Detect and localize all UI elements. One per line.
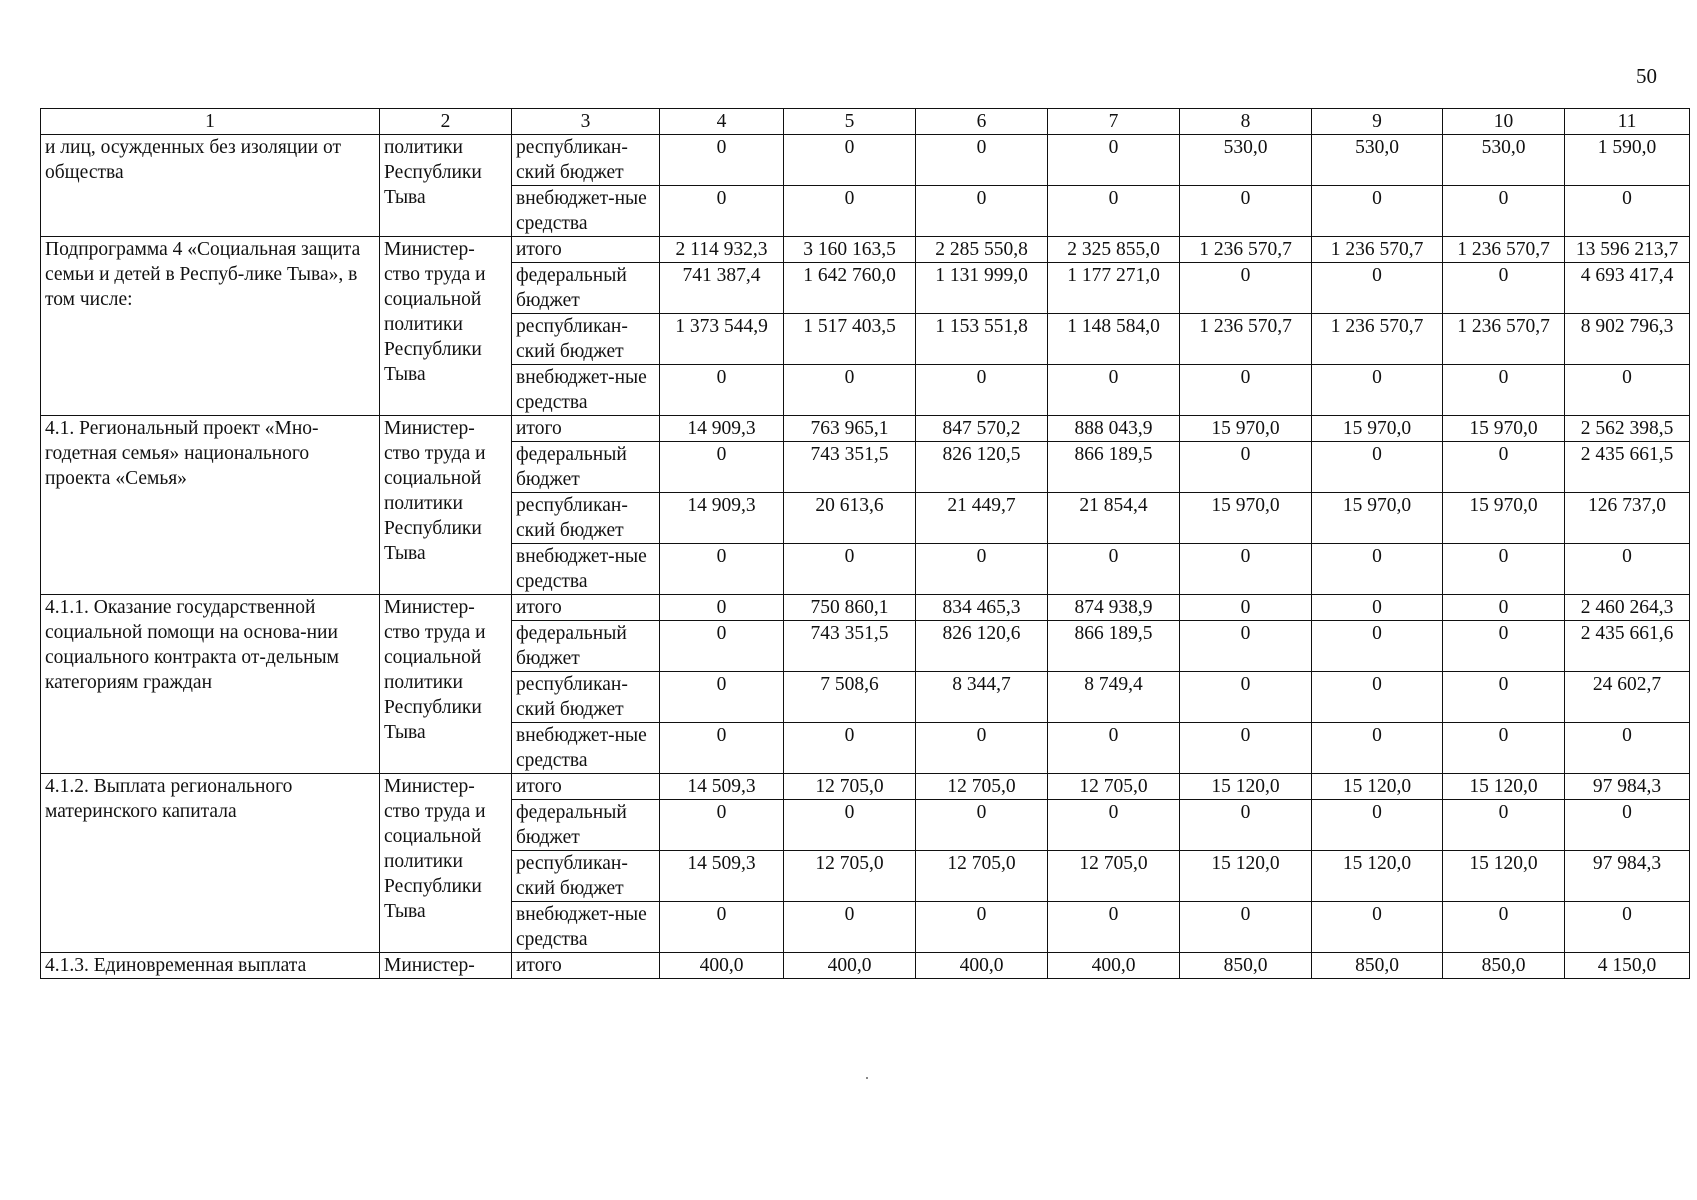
value-cell: 2 114 932,3 (660, 237, 784, 263)
executor-cell: Министер- (380, 953, 512, 979)
value-cell: 0 (1048, 723, 1180, 774)
funding-source-cell: республикан-ский бюджет (512, 314, 660, 365)
column-header: 6 (916, 109, 1048, 135)
value-cell: 0 (1048, 186, 1180, 237)
value-cell: 0 (1443, 800, 1565, 851)
value-cell: 0 (660, 442, 784, 493)
value-cell: 0 (1312, 186, 1443, 237)
value-cell: 12 705,0 (916, 851, 1048, 902)
funding-source-cell: федеральный бюджет (512, 621, 660, 672)
funding-source-cell: внебюджет-ные средства (512, 544, 660, 595)
value-cell: 743 351,5 (784, 621, 916, 672)
value-cell: 0 (660, 365, 784, 416)
value-cell: 530,0 (1180, 135, 1312, 186)
value-cell: 0 (784, 723, 916, 774)
funding-source-cell: внебюджет-ные средства (512, 186, 660, 237)
value-cell: 400,0 (916, 953, 1048, 979)
executor-cell: Министер-ство труда и социальной политики Республики Тыва (380, 595, 512, 774)
value-cell: 400,0 (660, 953, 784, 979)
value-cell: 15 970,0 (1443, 416, 1565, 442)
value-cell: 1 642 760,0 (784, 263, 916, 314)
value-cell: 0 (1180, 902, 1312, 953)
value-cell: 0 (660, 544, 784, 595)
value-cell: 0 (1180, 442, 1312, 493)
value-cell: 7 508,6 (784, 672, 916, 723)
value-cell: 2 285 550,8 (916, 237, 1048, 263)
value-cell: 0 (1443, 365, 1565, 416)
column-header: 4 (660, 109, 784, 135)
value-cell: 1 131 999,0 (916, 263, 1048, 314)
value-cell: 0 (916, 186, 1048, 237)
value-cell: 0 (916, 800, 1048, 851)
value-cell: 826 120,5 (916, 442, 1048, 493)
value-cell: 12 705,0 (1048, 774, 1180, 800)
funding-source-cell: федеральный бюджет (512, 263, 660, 314)
page-number: 50 (1636, 64, 1657, 88)
value-cell: 0 (916, 544, 1048, 595)
table-row (41, 595, 1690, 621)
value-cell: 1 236 570,7 (1180, 314, 1312, 365)
value-cell: 4 150,0 (1565, 953, 1690, 979)
value-cell: 0 (1312, 672, 1443, 723)
value-cell: 1 236 570,7 (1180, 237, 1312, 263)
funding-source-cell: федеральный бюджет (512, 442, 660, 493)
funding-source-cell: республикан-ский бюджет (512, 672, 660, 723)
value-cell: 0 (1180, 186, 1312, 237)
value-cell: 530,0 (1443, 135, 1565, 186)
value-cell: 866 189,5 (1048, 442, 1180, 493)
value-cell: 750 860,1 (784, 595, 916, 621)
value-cell: 0 (1312, 723, 1443, 774)
table-row (41, 135, 1690, 186)
value-cell: 15 120,0 (1312, 851, 1443, 902)
value-cell: 15 120,0 (1180, 774, 1312, 800)
value-cell: 763 965,1 (784, 416, 916, 442)
value-cell: 21 449,7 (916, 493, 1048, 544)
value-cell: 0 (784, 135, 916, 186)
value-cell: 1 373 544,9 (660, 314, 784, 365)
value-cell: 0 (1443, 442, 1565, 493)
value-cell: 15 970,0 (1180, 416, 1312, 442)
table-row (41, 416, 1690, 442)
executor-cell: Министер-ство труда и социальной политики Республики Тыва (380, 237, 512, 416)
value-cell: 834 465,3 (916, 595, 1048, 621)
value-cell: 0 (1443, 595, 1565, 621)
value-cell: 0 (1565, 365, 1690, 416)
value-cell: 1 236 570,7 (1312, 314, 1443, 365)
value-cell: 1 177 271,0 (1048, 263, 1180, 314)
funding-source-cell: республикан-ский бюджет (512, 135, 660, 186)
value-cell: 14 509,3 (660, 774, 784, 800)
value-cell: 0 (1443, 672, 1565, 723)
value-cell: 0 (660, 135, 784, 186)
value-cell: 0 (784, 902, 916, 953)
value-cell: 0 (1312, 442, 1443, 493)
value-cell: 0 (916, 902, 1048, 953)
value-cell: 126 737,0 (1565, 493, 1690, 544)
value-cell: 0 (1312, 902, 1443, 953)
value-cell: 12 705,0 (784, 851, 916, 902)
value-cell: 15 120,0 (1443, 851, 1565, 902)
item-name-cell: Подпрограмма 4 «Социальная защита семьи и детей в Респуб-лике Тыва», в том числе: (41, 237, 380, 416)
value-cell: 0 (1312, 365, 1443, 416)
value-cell: 0 (784, 800, 916, 851)
value-cell: 21 854,4 (1048, 493, 1180, 544)
value-cell: 15 970,0 (1312, 493, 1443, 544)
value-cell: 0 (1312, 621, 1443, 672)
value-cell: 0 (1048, 800, 1180, 851)
value-cell: 0 (660, 672, 784, 723)
value-cell: 0 (1565, 544, 1690, 595)
value-cell: 0 (1180, 621, 1312, 672)
value-cell: 1 236 570,7 (1312, 237, 1443, 263)
value-cell: 0 (784, 365, 916, 416)
table-row (41, 953, 1690, 979)
value-cell: 0 (1180, 800, 1312, 851)
value-cell: 15 120,0 (1443, 774, 1565, 800)
value-cell: 400,0 (1048, 953, 1180, 979)
value-cell: 0 (1565, 800, 1690, 851)
value-cell: 850,0 (1312, 953, 1443, 979)
value-cell: 0 (1443, 621, 1565, 672)
header-row (41, 109, 1690, 135)
value-cell: 0 (1048, 135, 1180, 186)
value-cell: 97 984,3 (1565, 774, 1690, 800)
value-cell: 0 (660, 186, 784, 237)
value-cell: 2 562 398,5 (1565, 416, 1690, 442)
value-cell: 0 (1443, 263, 1565, 314)
funding-source-cell: итого (512, 774, 660, 800)
value-cell: 0 (660, 723, 784, 774)
item-name-cell: 4.1. Региональный проект «Мно-годетная семья» национального проекта «Семья» (41, 416, 380, 595)
value-cell: 15 120,0 (1312, 774, 1443, 800)
value-cell: 14 909,3 (660, 493, 784, 544)
value-cell: 1 236 570,7 (1443, 237, 1565, 263)
value-cell: 0 (1048, 902, 1180, 953)
value-cell: 1 517 403,5 (784, 314, 916, 365)
value-cell: 0 (1312, 595, 1443, 621)
value-cell: 14 509,3 (660, 851, 784, 902)
value-cell: 2 435 661,5 (1565, 442, 1690, 493)
funding-source-cell: республикан-ский бюджет (512, 851, 660, 902)
value-cell: 0 (1312, 800, 1443, 851)
value-cell: 8 902 796,3 (1565, 314, 1690, 365)
funding-source-cell: итого (512, 953, 660, 979)
value-cell: 1 148 584,0 (1048, 314, 1180, 365)
value-cell: 12 705,0 (1048, 851, 1180, 902)
value-cell: 888 043,9 (1048, 416, 1180, 442)
value-cell: 1 236 570,7 (1443, 314, 1565, 365)
value-cell: 866 189,5 (1048, 621, 1180, 672)
value-cell: 0 (660, 800, 784, 851)
column-header: 11 (1565, 109, 1690, 135)
column-header: 10 (1443, 109, 1565, 135)
value-cell: 2 325 855,0 (1048, 237, 1180, 263)
value-cell: 0 (1565, 723, 1690, 774)
item-name-cell: 4.1.2. Выплата регионального материнского капитала (41, 774, 380, 953)
value-cell: 97 984,3 (1565, 851, 1690, 902)
value-cell: 850,0 (1443, 953, 1565, 979)
value-cell: 0 (1565, 186, 1690, 237)
value-cell: 0 (1312, 263, 1443, 314)
budget-table (40, 108, 1690, 979)
item-name-cell: 4.1.3. Единовременная выплата (41, 953, 380, 979)
value-cell: 0 (784, 544, 916, 595)
value-cell: 0 (1443, 723, 1565, 774)
executor-cell: политики Республики Тыва (380, 135, 512, 237)
value-cell: 0 (660, 902, 784, 953)
value-cell: 0 (916, 135, 1048, 186)
value-cell: 0 (1443, 544, 1565, 595)
value-cell: 8 344,7 (916, 672, 1048, 723)
value-cell: 4 693 417,4 (1565, 263, 1690, 314)
item-name-cell: и лиц, осужденных без изоляции от общества (41, 135, 380, 237)
funding-source-cell: внебюджет-ные средства (512, 723, 660, 774)
value-cell: 847 570,2 (916, 416, 1048, 442)
value-cell: 0 (1180, 365, 1312, 416)
funding-source-cell: внебюджет-ные средства (512, 365, 660, 416)
funding-source-cell: итого (512, 416, 660, 442)
value-cell: 0 (784, 186, 916, 237)
funding-source-cell: федеральный бюджет (512, 800, 660, 851)
column-header: 9 (1312, 109, 1443, 135)
value-cell: 0 (1565, 902, 1690, 953)
value-cell: 530,0 (1312, 135, 1443, 186)
value-cell: 0 (660, 595, 784, 621)
funding-source-cell: внебюджет-ные средства (512, 902, 660, 953)
value-cell: 0 (1048, 544, 1180, 595)
table-row (41, 774, 1690, 800)
value-cell: 741 387,4 (660, 263, 784, 314)
value-cell: 13 596 213,7 (1565, 237, 1690, 263)
value-cell: 0 (1180, 544, 1312, 595)
value-cell: 20 613,6 (784, 493, 916, 544)
value-cell: 2 435 661,6 (1565, 621, 1690, 672)
value-cell: 14 909,3 (660, 416, 784, 442)
value-cell: 0 (1180, 723, 1312, 774)
value-cell: 15 970,0 (1443, 493, 1565, 544)
column-header: 8 (1180, 109, 1312, 135)
column-header: 2 (380, 109, 512, 135)
table-row (41, 237, 1690, 263)
item-name-cell: 4.1.1. Оказание государственной социальной помощи на основа-нии социального контракта от-дельным категориям граждан (41, 595, 380, 774)
value-cell: 24 602,7 (1565, 672, 1690, 723)
executor-cell: Министер-ство труда и социальной политики Республики Тыва (380, 416, 512, 595)
value-cell: 0 (916, 723, 1048, 774)
column-header: 1 (41, 109, 380, 135)
value-cell: 12 705,0 (784, 774, 916, 800)
value-cell: 0 (660, 621, 784, 672)
value-cell: 1 590,0 (1565, 135, 1690, 186)
column-header: 5 (784, 109, 916, 135)
value-cell: 0 (1048, 365, 1180, 416)
funding-source-cell: итого (512, 237, 660, 263)
executor-cell: Министер-ство труда и социальной политики Республики Тыва (380, 774, 512, 953)
value-cell: 0 (1443, 186, 1565, 237)
value-cell: 0 (1180, 672, 1312, 723)
value-cell: 400,0 (784, 953, 916, 979)
funding-source-cell: итого (512, 595, 660, 621)
value-cell: 874 938,9 (1048, 595, 1180, 621)
value-cell: 0 (1312, 544, 1443, 595)
value-cell: 1 153 551,8 (916, 314, 1048, 365)
value-cell: 15 970,0 (1180, 493, 1312, 544)
value-cell: 8 749,4 (1048, 672, 1180, 723)
value-cell: 850,0 (1180, 953, 1312, 979)
value-cell: 0 (1443, 902, 1565, 953)
column-header: 7 (1048, 109, 1180, 135)
value-cell: 3 160 163,5 (784, 237, 916, 263)
value-cell: 0 (1180, 595, 1312, 621)
value-cell: 0 (916, 365, 1048, 416)
value-cell: 15 970,0 (1312, 416, 1443, 442)
value-cell: 2 460 264,3 (1565, 595, 1690, 621)
value-cell: 0 (1180, 263, 1312, 314)
column-header: 3 (512, 109, 660, 135)
value-cell: 826 120,6 (916, 621, 1048, 672)
value-cell: 743 351,5 (784, 442, 916, 493)
value-cell: 15 120,0 (1180, 851, 1312, 902)
scan-speck (866, 1077, 868, 1079)
funding-source-cell: республикан-ский бюджет (512, 493, 660, 544)
value-cell: 12 705,0 (916, 774, 1048, 800)
